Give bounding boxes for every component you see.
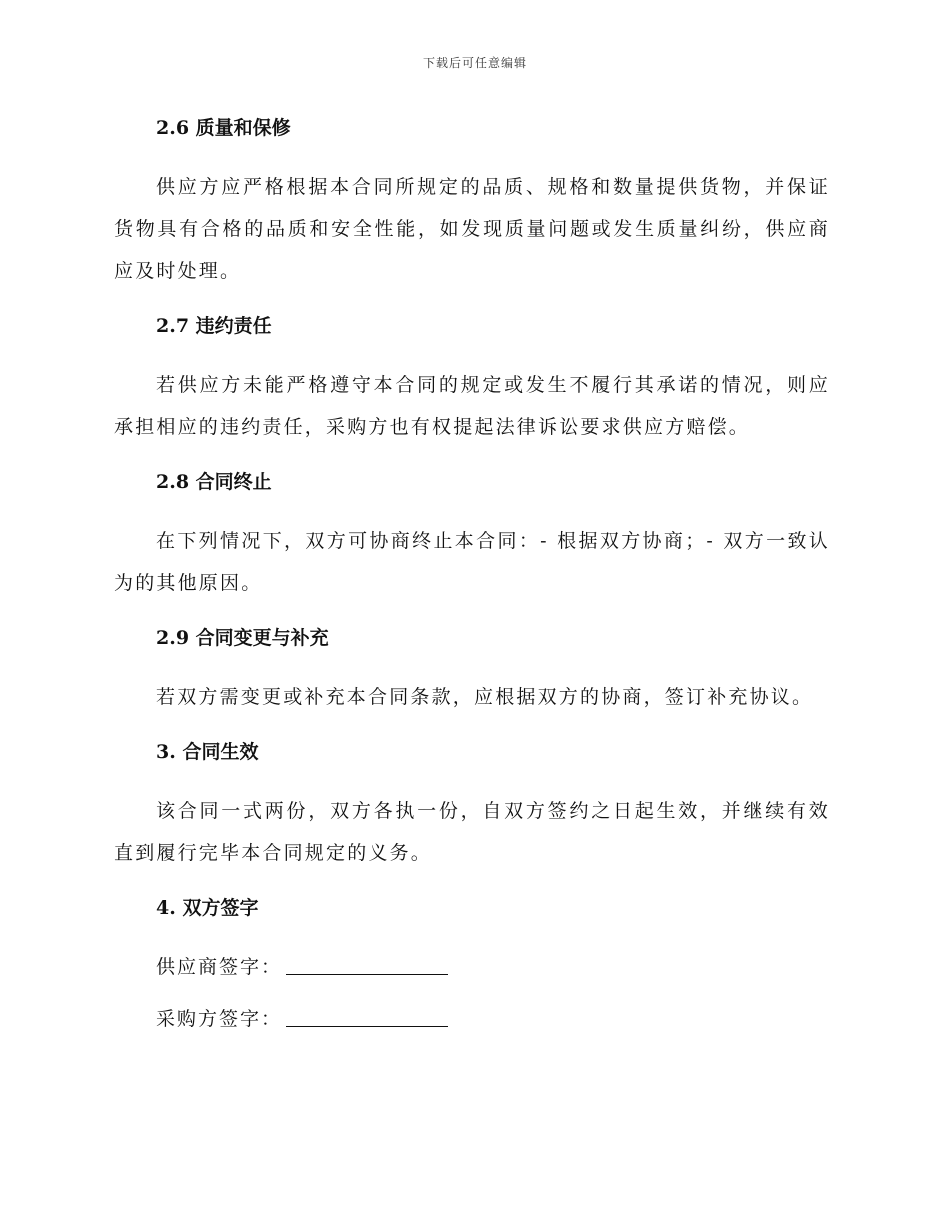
document-body bbox=[114, 108, 830, 1054]
section-breach-liability bbox=[114, 306, 830, 448]
section-contract-effective bbox=[114, 732, 830, 874]
section-contract-amendment bbox=[114, 618, 830, 718]
section-paragraph: 在下列情况下，双方可协商终止本合同：- 根据双方协商；- 双方一致认为的其他原因。 bbox=[114, 530, 830, 594]
section-quality-warranty bbox=[114, 108, 830, 292]
supplier-signature-field[interactable] bbox=[286, 950, 448, 975]
section-heading: 2.6 质量和保修 bbox=[156, 117, 291, 139]
section-paragraph: 若双方需变更或补充本合同条款，应根据双方的协商，签订补充协议。 bbox=[156, 686, 814, 708]
supplier-signature-line bbox=[156, 946, 830, 988]
section-paragraph: 该合同一式两份，双方各执一份，自双方签约之日起生效，并继续有效直到履行完毕本合同规定的义务。 bbox=[114, 800, 830, 864]
section-heading: 2.7 违约责任 bbox=[156, 315, 272, 337]
section-heading: 3. 合同生效 bbox=[156, 741, 259, 763]
section-contract-termination bbox=[114, 462, 830, 604]
section-paragraph: 若供应方未能严格遵守本合同的规定或发生不履行其承诺的情况，则应承担相应的违约责任，采购方也有权提起法律诉讼要求供应方赔偿。 bbox=[114, 374, 830, 438]
supplier-signature-label: 供应商签字： bbox=[156, 956, 283, 978]
section-heading: 2.8 合同终止 bbox=[156, 471, 272, 493]
purchaser-signature-field[interactable] bbox=[286, 1002, 448, 1027]
section-heading: 2.9 合同变更与补充 bbox=[156, 627, 329, 649]
section-paragraph: 供应方应严格根据本合同所规定的品质、规格和数量提供货物，并保证货物具有合格的品质和安全性能，如发现质量问题或发生质量纠纷，供应商应及时处理。 bbox=[114, 176, 830, 282]
page-header: 下载后可任意编辑 bbox=[422, 56, 527, 70]
section-signatures bbox=[114, 888, 830, 1040]
purchaser-signature-line bbox=[156, 998, 830, 1040]
purchaser-signature-label: 采购方签字： bbox=[156, 1008, 283, 1030]
section-heading: 4. 双方签字 bbox=[156, 897, 259, 919]
